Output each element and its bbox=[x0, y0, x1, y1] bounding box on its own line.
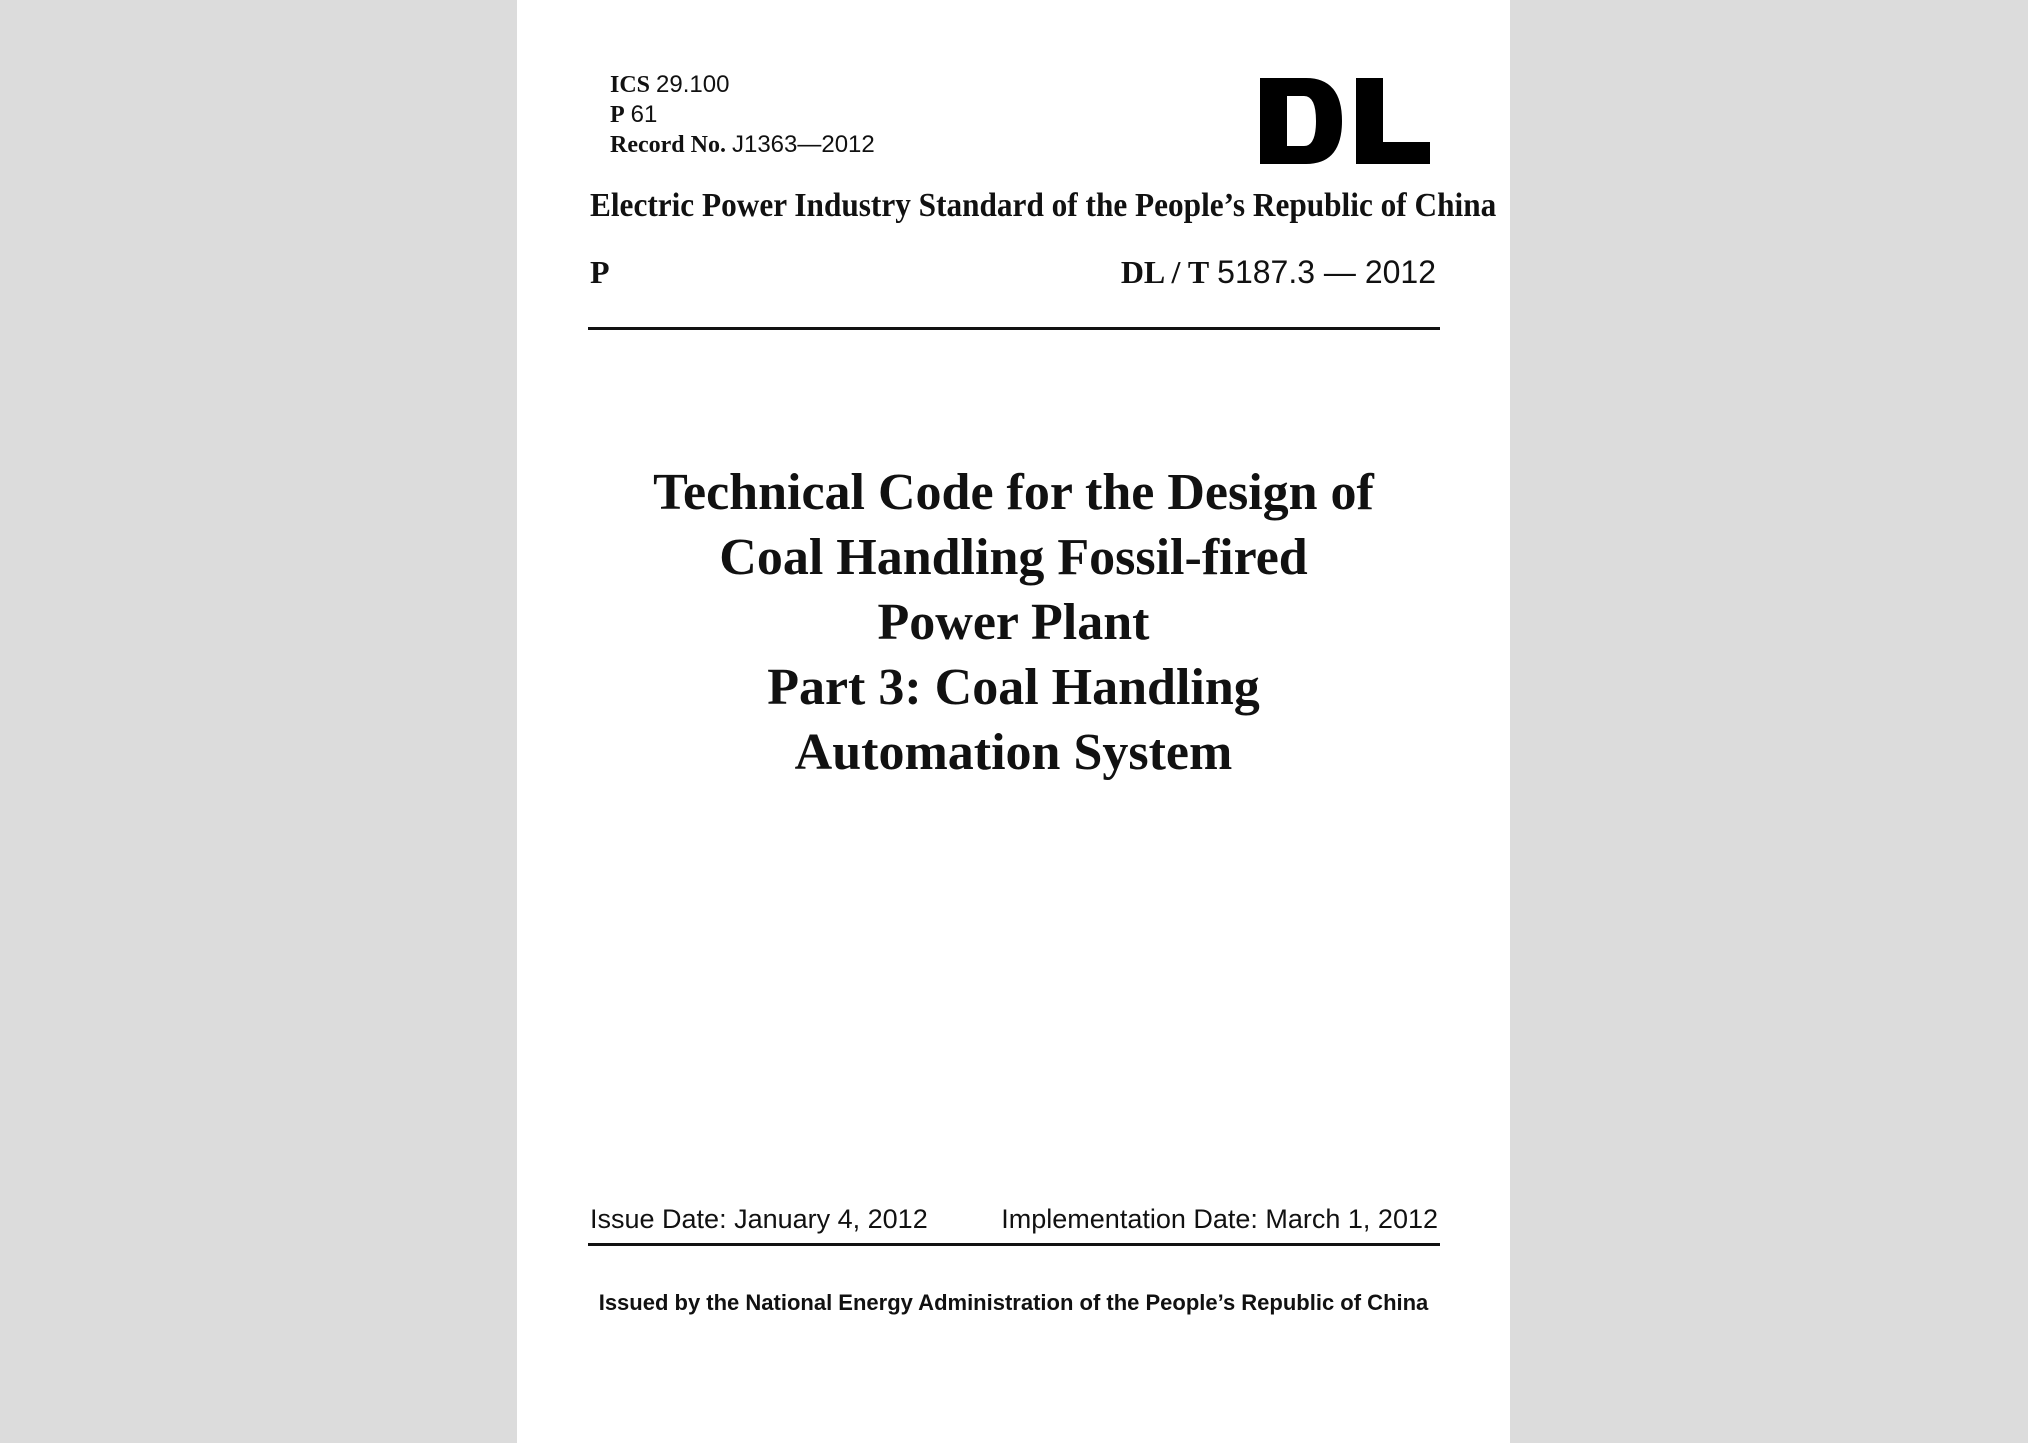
issue-date: Issue Date: January 4, 2012 bbox=[590, 1204, 928, 1234]
document-page bbox=[517, 0, 1510, 1443]
title-line: Power Plant bbox=[877, 594, 1150, 651]
top-divider bbox=[588, 327, 1440, 330]
ics-key: ICS bbox=[610, 72, 651, 98]
issuing-authority: Issued by the National Energy Administration of the People’s Republic of China bbox=[598, 1290, 1429, 1315]
title-line: Coal Handling Fossil-fired bbox=[719, 529, 1308, 586]
record-key: Record No. bbox=[610, 132, 726, 158]
ics-value: 29.100 bbox=[656, 71, 730, 98]
category-code: P bbox=[590, 254, 610, 290]
implementation-date: Implementation Date: March 1, 2012 bbox=[1001, 1204, 1438, 1234]
title-line: Technical Code for the Design of bbox=[653, 464, 1374, 521]
ics-line bbox=[610, 70, 875, 100]
p-key: P bbox=[610, 102, 625, 128]
classification-block bbox=[610, 70, 875, 160]
p-value: 61 bbox=[630, 101, 658, 128]
record-line bbox=[610, 130, 875, 160]
bottom-divider bbox=[588, 1243, 1440, 1246]
standard-prefix: DL / T bbox=[1120, 254, 1210, 290]
dl-logo bbox=[1260, 78, 1430, 164]
document-title bbox=[557, 460, 1470, 785]
standard-number bbox=[1121, 252, 1436, 292]
title-line: Automation System bbox=[794, 724, 1233, 781]
standard-code: 5187.3 — 2012 bbox=[1217, 254, 1436, 290]
record-value: J1363—2012 bbox=[731, 131, 875, 158]
p-line bbox=[610, 100, 875, 130]
title-line: Part 3: Coal Handling bbox=[767, 659, 1260, 716]
industry-standard-heading: Electric Power Industry Standard of the People’s Republic of China bbox=[590, 187, 1497, 224]
